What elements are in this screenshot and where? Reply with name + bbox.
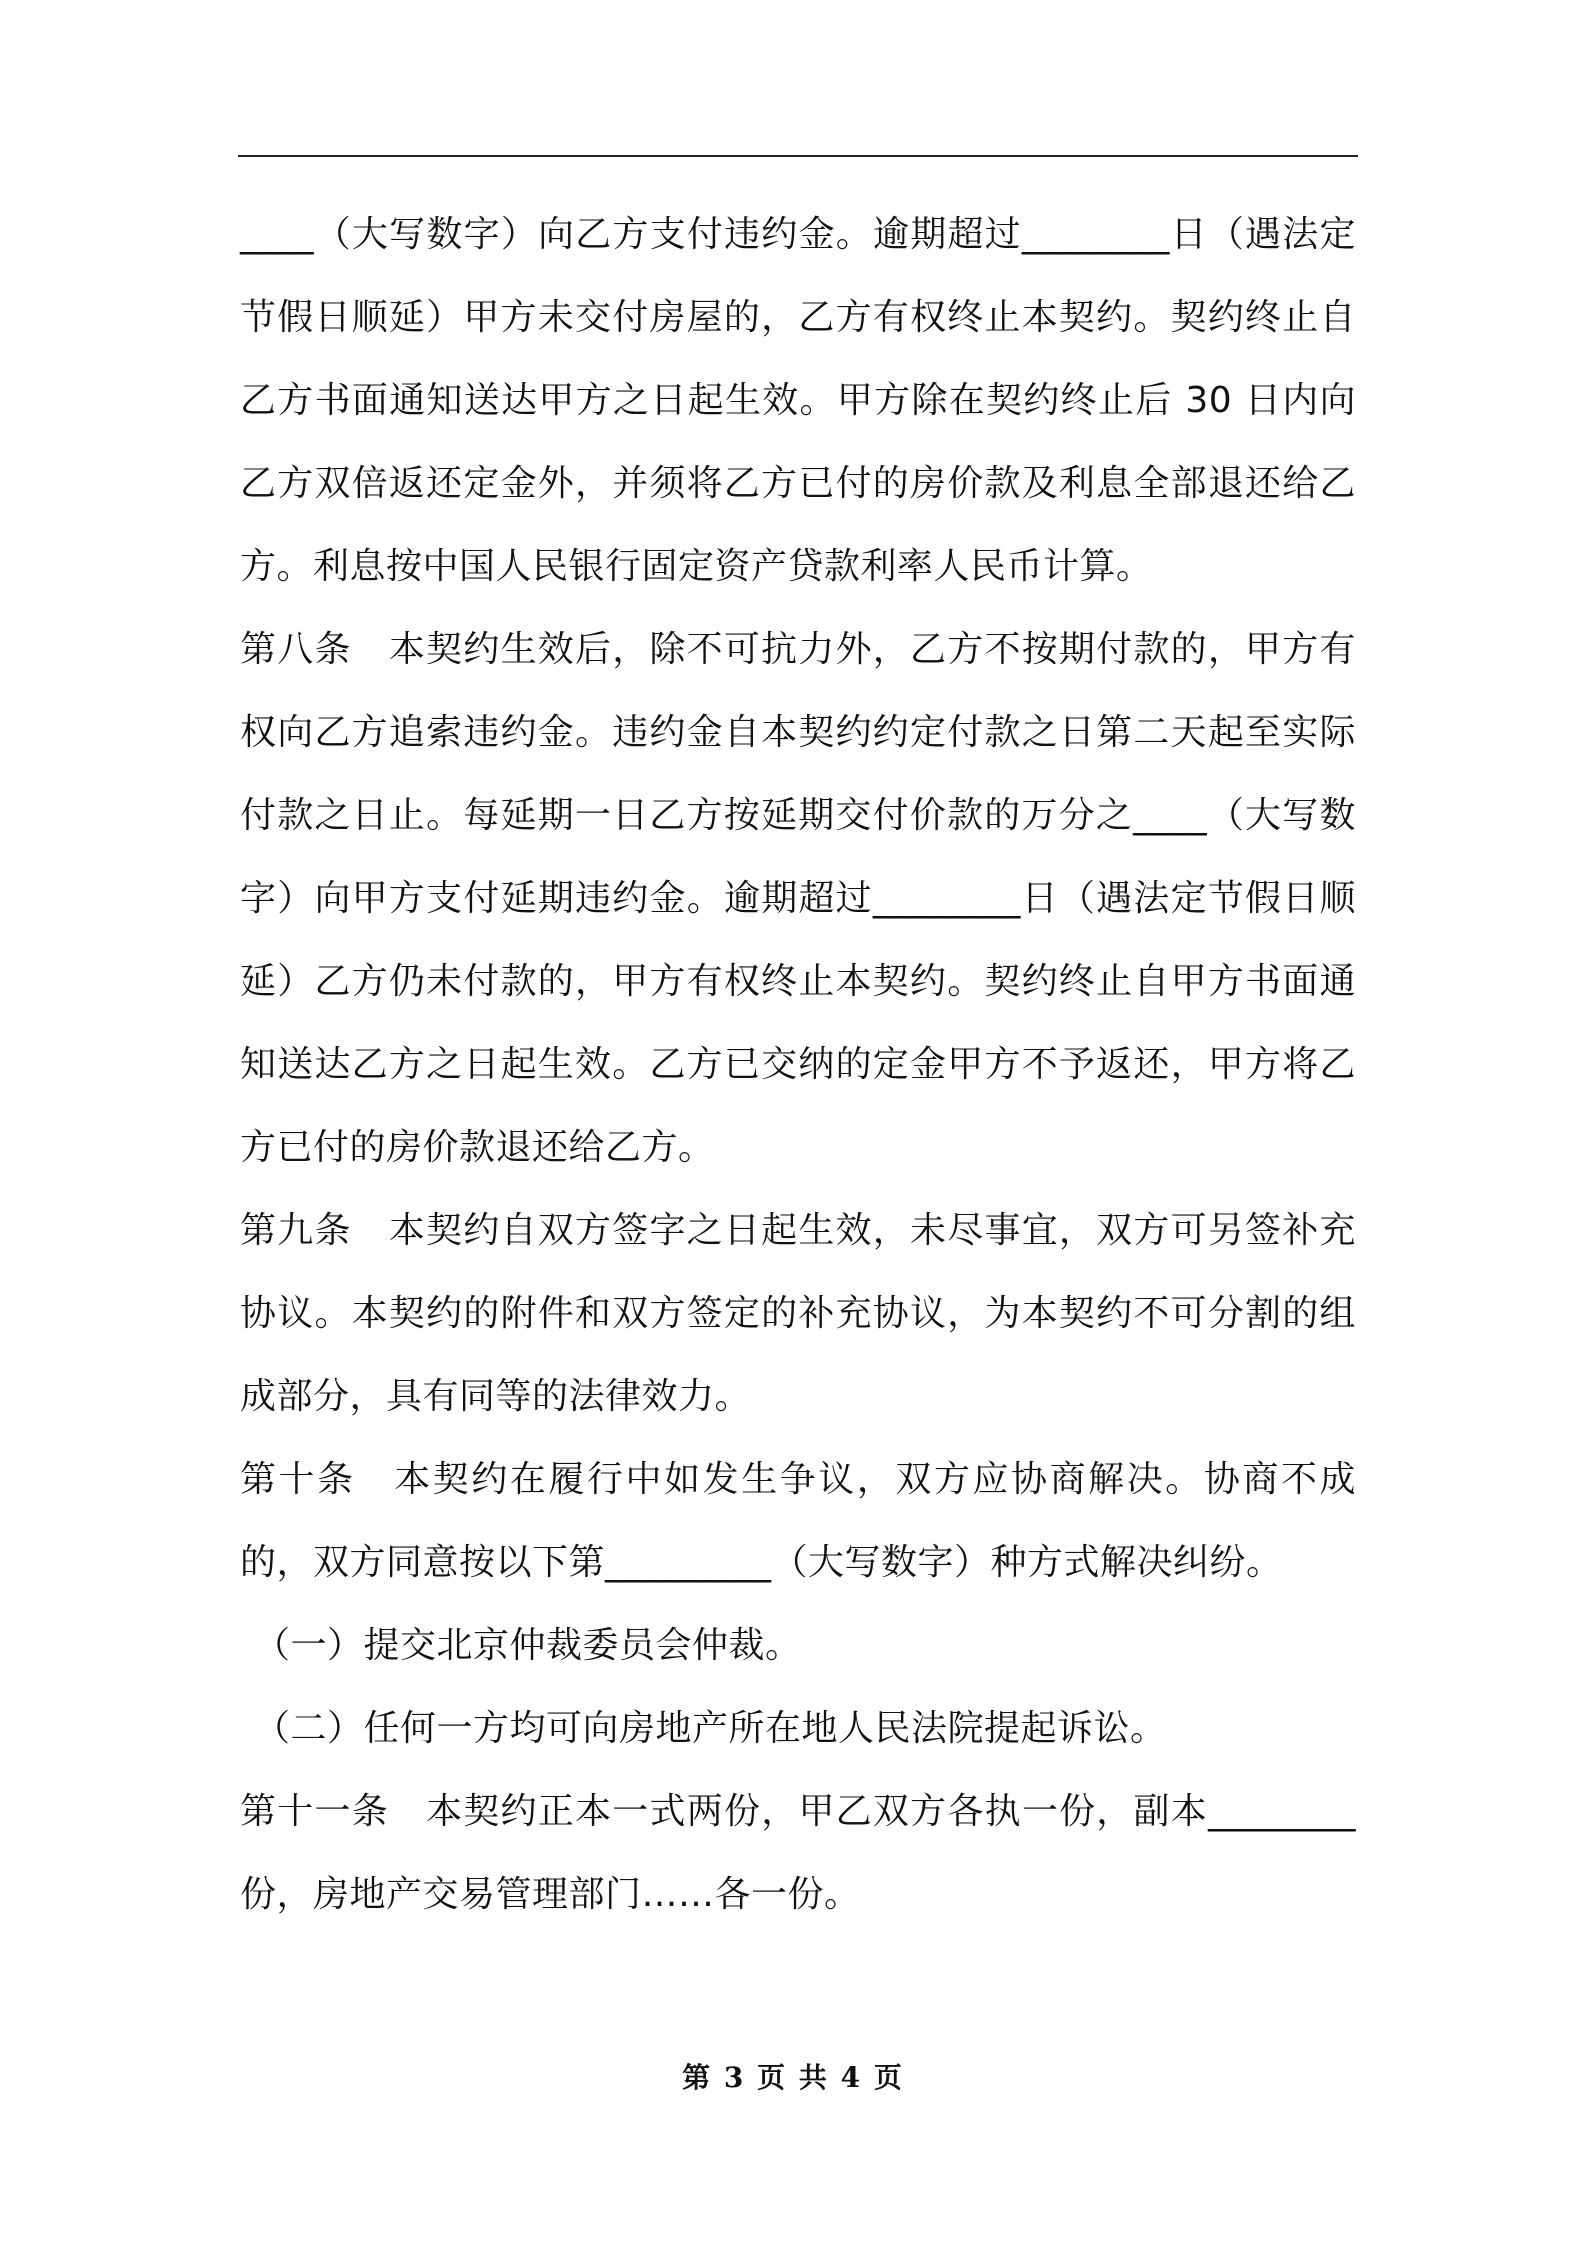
paragraph-article-8: 第八条 本契约生效后，除不可抗力外，乙方不按期付款的，甲方有权向乙方追索违约金。违约金自本契约约定付款之日第二天起至实际付款之日止。每延期一日乙方按延期交付价款的万分之____（大写数字）向甲方支付延期违约金。逾期超过________日（遇法定节假日顺延）乙方仍未付款的，甲方有权终止本契约。契约终止自甲方书面通知送达乙方之日起生效。乙方已交纳的定金甲方不予返还，甲方将乙方已付的房价款退还给乙方。 (240, 629, 1356, 1168)
paragraph-article-10: 第十条 本契约在履行中如发生争议，双方应协商解决。协商不成的，双方同意按以下第_________（大写数字）种方式解决纠纷。 (240, 1459, 1356, 1583)
header-rule (238, 155, 1358, 157)
paragraph-option-2: （二）任何一方均可向房地产所在地人民法院提起诉讼。 (254, 1708, 1167, 1749)
paragraph-article-11: 第十一条 本契约正本一式两份，甲乙双方各执一份，副本________份，房地产交易管理部门……各一份。 (240, 1791, 1356, 1915)
page-number-footer: 第 3 页 共 4 页 (682, 2061, 904, 2094)
paragraph-penalty-continued: ____（大写数字）向乙方支付违约金。逾期超过________日（遇法定节假日顺延）甲方未交付房屋的，乙方有权终止本契约。契约终止自乙方书面通知送达甲方之日起生效。甲方除在契约终止后 30 日内向乙方双倍返还定金外，并须将乙方已付的房价款及利息全部退还给乙方。利息按中国人民银行固定资产贷款利率人民币计算。 (240, 214, 1356, 587)
document-body (240, 193, 1356, 1936)
paragraph-article-9: 第九条 本契约自双方签字之日起生效，未尽事宜，双方可另签补充协议。本契约的附件和双方签定的补充协议，为本契约不可分割的组成部分，具有同等的法律效力。 (240, 1210, 1356, 1417)
paragraph-option-1: （一）提交北京仲裁委员会仲裁。 (254, 1625, 802, 1666)
